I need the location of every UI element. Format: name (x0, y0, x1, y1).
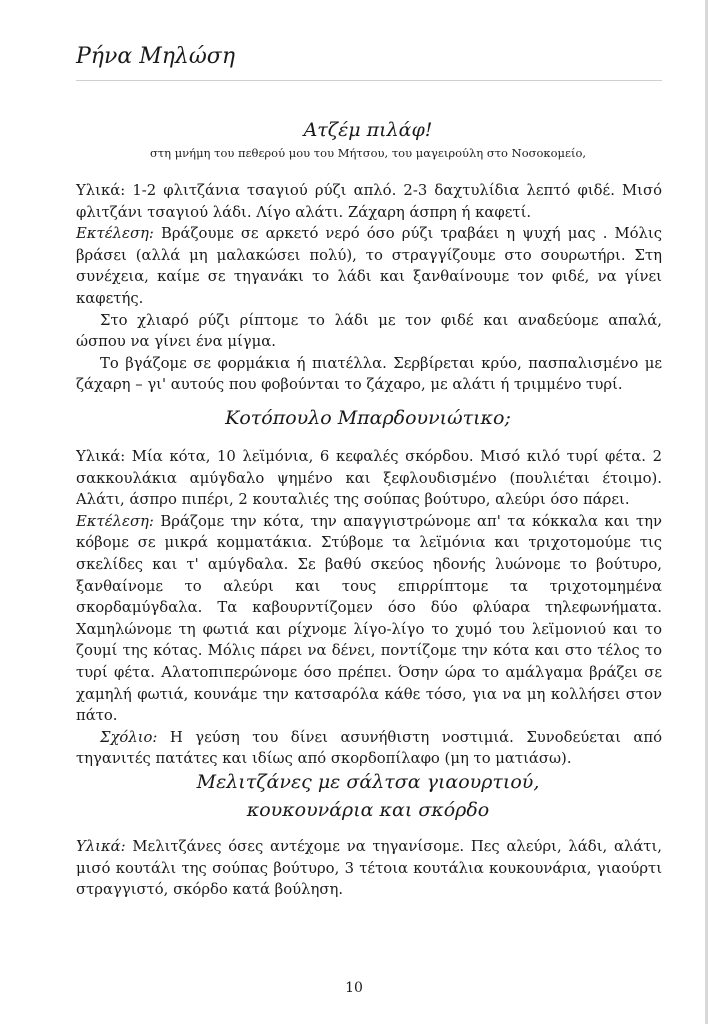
method-label: Εκτέλεση: (76, 225, 154, 243)
recipe-body-melitzanes (76, 836, 662, 901)
header-rule (76, 80, 662, 81)
ingredients-label: Υλικά: (76, 448, 126, 465)
recipe-title-atzem-pilaf: Ατζέμ πιλάφ! (303, 119, 433, 141)
ingredients-text: Μία κότα, 10 λεϊμόνια, 6 κεφαλές σκόρδου. Μισό κιλό τυρί φέτα. 2 σακκουλάκια αμύγδαλο ψημένο και ξεφλουδισμένο (πουλιέται έτοιμο). Αλάτι, άσπρο πιπέρι, 2 κουταλιές της σούπας βούτυρο, αλεύρι όσο πάρει. (76, 448, 662, 509)
recipe-title-melitzanes-line2: κουκουνάρια και σκόρδο (246, 799, 490, 821)
ingredients-text: 1-2 φλιτζάνια τσαγιού ρύζι απλό. 2-3 δαχτυλίδια λεπτό φιδέ. Μισό φλιτζάνι τσαγιού λάδι. Λίγο αλάτι. Ζάχαρη άσπρη ή καφετί. (76, 182, 662, 221)
method-paragraph (76, 511, 662, 727)
method-text: Βράζομε την κότα, την απαγγιστρώνομε απ' τα κόκκαλα και την κόβομε σε μικρά κομματάκια. Στύβομε τα λεϊμόνια και τριχοτομούμε τις σκελίδες και τ' αμύγδαλα. Σε βαθύ σκεύος ηδονής λυώνομε το βούτυρο, ξανθαίνομε το αλεύρι και τους επιρρίπτομε τα τριχοτομημένα σκορδαμύγδαλα. Τα καβουρντίζομεν όσο δύο φλύαρα τηλεφωνήματα. Χαμηλώνομε τη φωτιά και ρίχνομε λίγο-λίγο το χυμό του λεϊμονιού και το ζουμί της κότας. Μόλις πάρει να δένει, ποντίζομε την κότα και στο τέλος το τυρί φέτα. Αλατοπιπερώνομε όσο πρέπει. Όσην ώρα το αμάλγαμα βράζει σε χαμηλή φωτιά, κουνάμε την κατσαρόλα κάθε τόσο, για να μη κολλήσει στον πάτο. (76, 512, 662, 725)
method-text: Βράζουμε σε αρκετό νερό όσο ρύζι τραβάει η ψυχή μας . Μόλις βράσει (αλλά μη μαλακώσει πολύ), το στραγγίζουμε στο σουρωτήρι. Στη συνέχεια, καίμε σε τηγανάκι το λάδι και ξανθαίνουμε τον φιδέ, να γίνει καφετής. (76, 225, 662, 307)
page-number: 10 (345, 980, 363, 996)
ingredients-paragraph (76, 836, 662, 901)
recipe-title-kotopoulo: Κοτόπουλο Μπαρδουνιώτικο; (225, 407, 511, 429)
method-paragraph-2: Στο χλιαρό ρύζι ρίπτομε το λάδι με τον φιδέ και αναδεύομε απαλά, ώσπου να γίνει ένα μίγμα. (76, 311, 662, 351)
recipe-body-kotopoulo (76, 446, 662, 770)
recipe-body-atzem-pilaf (76, 180, 662, 396)
method-paragraph (76, 223, 662, 309)
ingredients-label: Υλικά: (76, 182, 126, 199)
ingredients-label: Υλικά: (76, 838, 126, 855)
ingredients-paragraph (76, 446, 662, 511)
recipe-dedication: στη μνήμη του πεθερού μου του Μήτσου, του μαγειρούλη στο Νοσοκομείο, (149, 146, 587, 160)
method-label: Εκτέλεση: (76, 512, 154, 530)
running-header-author: Ρήνα Μηλώση (76, 44, 235, 69)
ingredients-paragraph (76, 180, 662, 223)
method-paragraph-3: Το βγάζομε σε φορμάκια ή πιατέλλα. Σερβίρεται κρύο, πασπαλισμένο με ζάχαρη – γι' αυτούς που φοβούνται το ζάχαρο, με αλάτι ή τριμμένο τυρί. (76, 354, 662, 394)
ingredients-text: Μελιτζάνες όσες αντέχομε να τηγανίσομε. Πες αλεύρι, λάδι, αλάτι, μισό κουτάλι της σούπας βούτυρο, 3 τέτοια κουτάλια κουκουνάρια, γιαούρτι στραγγιστό, σκόρδο κατά βούληση. (76, 838, 662, 899)
recipe-title-melitzanes-line1: Μελιτζάνες με σάλτσα γιαουρτιού, (196, 771, 540, 793)
comment-text: Η γεύση του δίνει ασυνήθιστη νοστιμιά. Συνοδεύεται από τηγανιτές πατάτες και ιδίως από σκορδοπίλαφο (μη το ματιάσω). (76, 728, 662, 768)
comment-label: Σχόλιο: (100, 728, 158, 746)
comment-paragraph (76, 727, 662, 770)
